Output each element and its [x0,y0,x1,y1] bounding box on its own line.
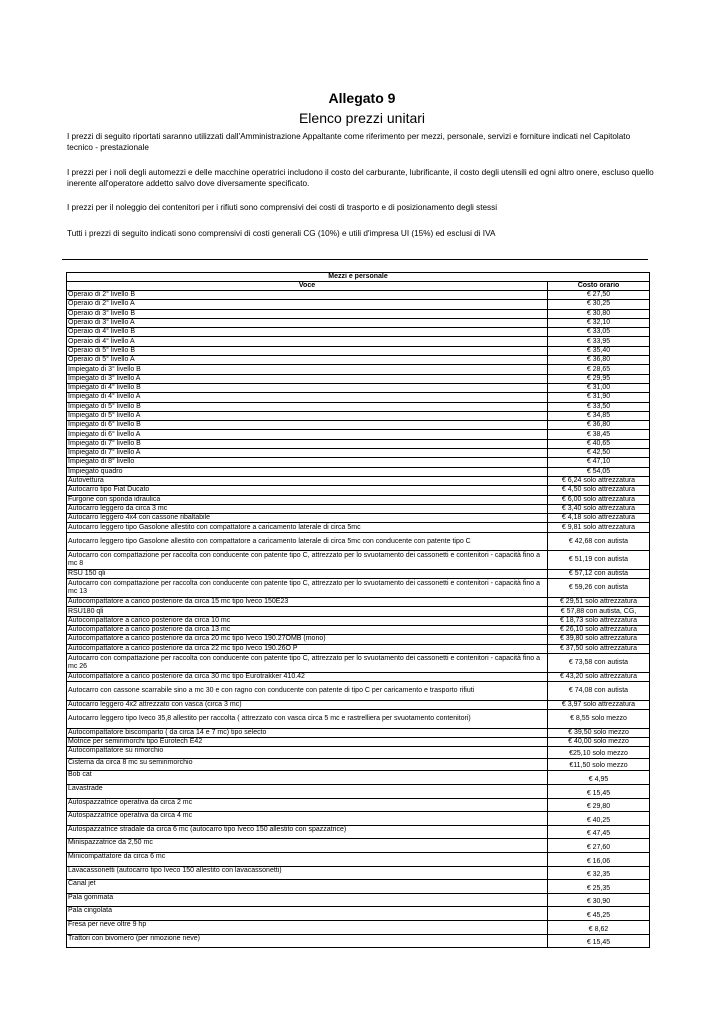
table-row [67,709,650,728]
cell-voce: Autospazzatrice operativa da circa 4 mc [67,812,548,826]
cell-costo: € 33,50 [548,402,650,411]
cell-costo: € 57,88 con autista, CG, [548,607,650,616]
table-row [67,607,650,616]
cell-costo: € 6,00 solo attrezzatura [548,495,650,504]
paragraph-1: I prezzi di seguito riportati saranno utilizzati dall'Amministrazione Appaltante come riferimento per mezzi, personale, servizi e forniture indicati nel Capitolato tecnico - prestazionale [67,132,631,152]
cell-costo: € 47,45 [548,825,650,839]
table-row [67,785,650,799]
cell-costo: € 32,10 [548,318,650,327]
cell-costo: € 29,95 [548,374,650,383]
cell-costo: € 36,80 [548,421,650,430]
cell-voce: Cisterna da circa 8 mc su semirimorchio [67,759,548,771]
cell-voce: Autocarro leggero da circa 3 mc [67,504,548,513]
cell-voce: Impiegato di 6° livello B [67,421,548,430]
cell-voce: Autospazzatrice stradale da circa 6 mc (autocarro tipo Iveco 150 allestito con spazzatrice) [67,825,548,839]
cell-costo: € 30,25 [548,300,650,309]
table-row [67,495,650,504]
cell-costo: € 36,80 [548,356,650,365]
cell-costo: € 40,00 solo mezzo [548,737,650,746]
table-row [67,476,650,485]
cell-costo: € 29,80 [548,798,650,812]
cell-voce: Autocarro con compattazione per raccolta con conducente con patente tipo C, attrezzato per lo svuotamento dei cassonetti e contenitori - capacità fino a mc 26 [67,653,548,672]
cell-voce: Lavastrade [67,785,548,799]
table-row [67,635,650,644]
cell-costo: € 42,68 con autista [548,532,650,551]
table-row [67,356,650,365]
cell-voce: Impiegato di 6° livello A [67,430,548,439]
table-row [67,798,650,812]
cell-costo: € 35,40 [548,346,650,355]
cell-voce: Pala gommata [67,893,548,907]
table-row [67,449,650,458]
cell-costo: € 31,90 [548,393,650,402]
table-row [67,771,650,785]
table-row [67,551,650,570]
table-row [67,625,650,634]
table-row [67,458,650,467]
table-row [67,907,650,921]
cell-costo: € 45,25 [548,907,650,921]
cell-costo: € 33,05 [548,328,650,337]
table-row [67,934,650,948]
cell-voce: Impiegato di 5° livello B [67,402,548,411]
table-row [67,514,650,523]
cell-costo: € 73,58 con autista [548,653,650,672]
table-row [67,291,650,300]
cell-voce: Operaio di 5° livello A [67,356,548,365]
table-row [67,300,650,309]
cell-costo: € 9,81 solo attrezzatura [548,523,650,532]
cell-voce: Bob cat [67,771,548,785]
table-row [67,421,650,430]
cell-voce: Autocarro leggero tipo Gasolone allestito con compattatore a caricamento laterale di circa 5mc con conducente con patente tipo C [67,532,548,551]
table-row [67,383,650,392]
cell-voce: Fresa per neve oltre 9 hp [67,921,548,935]
cell-voce: Autocarro leggero tipo Gasolone allestito con compattatore a caricamento laterale di circa 5mc [67,523,548,532]
cell-voce: RSU 150 qli [67,570,548,579]
cell-costo: € 3,97 solo attrezzatura [548,700,650,709]
cell-costo: € 59,26 con autista [548,579,650,598]
table-row [67,570,650,579]
table-row [67,759,650,771]
cell-costo: € 40,65 [548,439,650,448]
cell-costo: € 43,20 solo attrezzatura [548,672,650,681]
table-row [67,439,650,448]
table-row [67,318,650,327]
cell-voce: Operaio di 2° livello A [67,300,548,309]
cell-costo: € 39,50 solo mezzo [548,728,650,737]
table-row [67,812,650,826]
cell-costo: € 8,55 solo mezzo [548,709,650,728]
cell-costo: € 4,50 solo attrezzatura [548,486,650,495]
cell-costo: € 38,45 [548,430,650,439]
cell-voce: Impiegato di 3° livello A [67,374,548,383]
table-row [67,328,650,337]
cell-voce: Operaio di 2° livello B [67,291,548,300]
cell-costo: € 28,65 [548,365,650,374]
cell-costo: € 8,62 [548,921,650,935]
cell-costo: € 27,60 [548,839,650,853]
cell-voce: Autocarro con cassone scarrabile sino a mc 30 e con ragno con conducente con patente di tipo C per caricamento e trasporto rifiuti [67,681,548,700]
cell-voce: Autocarro tipo Fiat Ducato [67,486,548,495]
cell-costo: € 32,35 [548,866,650,880]
cell-costo: € 3,40 solo attrezzatura [548,504,650,513]
cell-voce: Autovettura [67,476,548,485]
table-row [67,681,650,700]
cell-voce: Impiegato quadro [67,467,548,476]
cell-costo: € 25,35 [548,880,650,894]
cell-voce: Autocarro con compattazione per raccolta con conducente con patente tipo C, attrezzato per lo svuotamento dei cassonetti e contenitori - capacità fino a mc 8 [67,551,548,570]
cell-voce: Impiegato di 4° livello B [67,383,548,392]
cell-voce: Operaio di 4° livello B [67,328,548,337]
table-row [67,644,650,653]
table-row [67,309,650,318]
section-title: Mezzi e personale [67,273,650,282]
divider [62,259,648,260]
cell-costo: € 57,12 con autista [548,570,650,579]
table-row [67,486,650,495]
cell-costo: € 74,08 con autista [548,681,650,700]
paragraph-2: I prezzi per i noli degli automezzi e delle macchine operatrici includono il costo del carburante, lubrificante, il costo degli utensili ed ogni altro onere, escluso quello inerente all'operatore addetto salvo dove diversamente specificato. [67,168,654,188]
cell-voce: Autocompattatore su rimorchio [67,747,548,759]
table-row [67,700,650,709]
cell-costo: € 34,85 [548,411,650,420]
table-row [67,672,650,681]
cell-voce: Autospazzatrice operativa da circa 2 mc [67,798,548,812]
cell-voce: RSU180 qli [67,607,548,616]
cell-costo: € 15,45 [548,934,650,948]
column-header-costo: Costo orario [548,282,650,291]
table-body [67,291,650,948]
cell-costo: € 47,10 [548,458,650,467]
table-row [67,880,650,894]
cell-voce: Impiegato di 4° livello A [67,393,548,402]
table-row [67,839,650,853]
table-row [67,853,650,867]
cell-costo: €11,50 solo mezzo [548,759,650,771]
table-row [67,374,650,383]
cell-voce: Autocarro con compattazione per raccolta con conducente con patente tipo C, attrezzato per lo svuotamento dei cassonetti e contenitori - capacità fino a mc 13 [67,579,548,598]
cell-voce: Autocompattatore a carico posteriore da circa 20 mc tipo Iveco 190.27OMB (mono) [67,635,548,644]
table-row [67,866,650,880]
cell-voce: Canal jet [67,880,548,894]
cell-voce: Operaio di 3° livello B [67,309,548,318]
cell-voce: Motrice per semirimorchi tipo Eurotech E42 [67,737,548,746]
table-row [67,467,650,476]
table-row [67,893,650,907]
cell-voce: Minicompattatore da circa 6 mc [67,853,548,867]
cell-voce: Autocompattatore a carico posteriore da circa 30 mc tipo Eurotrakker 410.42 [67,672,548,681]
cell-voce: Operaio di 5° livello B [67,346,548,355]
table-row [67,737,650,746]
document-subtitle: Elenco prezzi unitari [298,110,426,126]
table-row [67,393,650,402]
table-row [67,579,650,598]
cell-voce: Impiegato di 7° livello A [67,449,548,458]
cell-costo: € 18,73 solo attrezzatura [548,616,650,625]
price-table [66,272,650,948]
cell-costo: €25,10 solo mezzo [548,747,650,759]
cell-costo: € 39,80 solo attrezzatura [548,635,650,644]
table-row [67,921,650,935]
cell-voce: Autocarro leggero 4x2 attrezzato con vasca (circa 3 mc) [67,700,548,709]
cell-costo: € 15,45 [548,785,650,799]
column-header-voce: Voce [67,282,548,291]
document-title: Allegato 9 [328,90,396,106]
table-row [67,504,650,513]
cell-voce: Impiegato di 8° livello [67,458,548,467]
table-row [67,346,650,355]
cell-voce: Autocompattatore a carico posteriore da circa 13 mc [67,625,548,634]
table-row [67,402,650,411]
cell-costo: € 26,10 solo attrezzatura [548,625,650,634]
cell-voce: Lavacassonetti (autocarro tipo Iveco 150 allestito con lavacassonetti) [67,866,548,880]
cell-voce: Operaio di 3° livello A [67,318,548,327]
cell-voce: Autocarro leggero tipo Iveco 35,8 allestito per raccolta ( attrezzato con vasca circa 5 mc e rastrelliera per svuotamento contenitori) [67,709,548,728]
cell-voce: Impiegato di 5° livello A [67,411,548,420]
cell-costo: € 30,80 [548,309,650,318]
cell-voce: Autocompattatore a carico posteriore da circa 15 mc tipo Iveco 150E23 [67,598,548,607]
cell-costo: € 54,05 [548,467,650,476]
cell-costo: € 33,95 [548,337,650,346]
table-row [67,747,650,759]
table-section-header [67,273,650,282]
cell-voce: Autocarro leggero 4x4 con cassone ribaltabile [67,514,548,523]
cell-costo: € 29,51 solo attrezzatura [548,598,650,607]
table-row [67,337,650,346]
cell-voce: Autocompattatore a carico posteriore da circa 22 mc tipo Iveco 190.26O P [67,644,548,653]
table-row [67,523,650,532]
cell-costo: € 27,50 [548,291,650,300]
cell-costo: € 42,50 [548,449,650,458]
cell-voce: Autocompattatore a carico posteriore da circa 10 mc [67,616,548,625]
cell-voce: Minispazzatrice da 2,50 mc [67,839,548,853]
cell-costo: € 31,00 [548,383,650,392]
cell-costo: € 6,24 solo attrezzatura [548,476,650,485]
paragraph-4: Tutti i prezzi di seguito indicati sono comprensivi di costi generali CG (10%) e utili d'impresa UI (15%) ed esclusi di IVA [67,229,496,238]
table-column-header [67,282,650,291]
cell-costo: € 40,25 [548,812,650,826]
cell-voce: Furgone con sponda idraulica [67,495,548,504]
cell-costo: € 4,18 solo attrezzatura [548,514,650,523]
table-row [67,365,650,374]
table-row [67,411,650,420]
table-row [67,728,650,737]
cell-costo: € 37,50 solo attrezzatura [548,644,650,653]
cell-voce: Pala cingolata [67,907,548,921]
cell-voce: Operaio di 4° livello A [67,337,548,346]
table-row [67,598,650,607]
table-row [67,532,650,551]
cell-voce: Trattori con bivomero (per rimozione neve) [67,934,548,948]
cell-costo: € 16,06 [548,853,650,867]
table-row [67,616,650,625]
cell-voce: Autocompattatore biscomparto ( da circa 14 e 7 mc) tipo selecto [67,728,548,737]
cell-voce: Impiegato di 7° livello B [67,439,548,448]
cell-costo: € 4,95 [548,771,650,785]
cell-costo: € 30,90 [548,893,650,907]
cell-costo: € 51,19 con autista [548,551,650,570]
table-row [67,430,650,439]
paragraph-3: I prezzi per il noleggio dei contenitori per i rifiuti sono comprensivi dei costi di trasporto e di posizionamento degli stessi [67,203,498,212]
table-row [67,825,650,839]
cell-voce: Impiegato di 3° livello B [67,365,548,374]
table-row [67,653,650,672]
